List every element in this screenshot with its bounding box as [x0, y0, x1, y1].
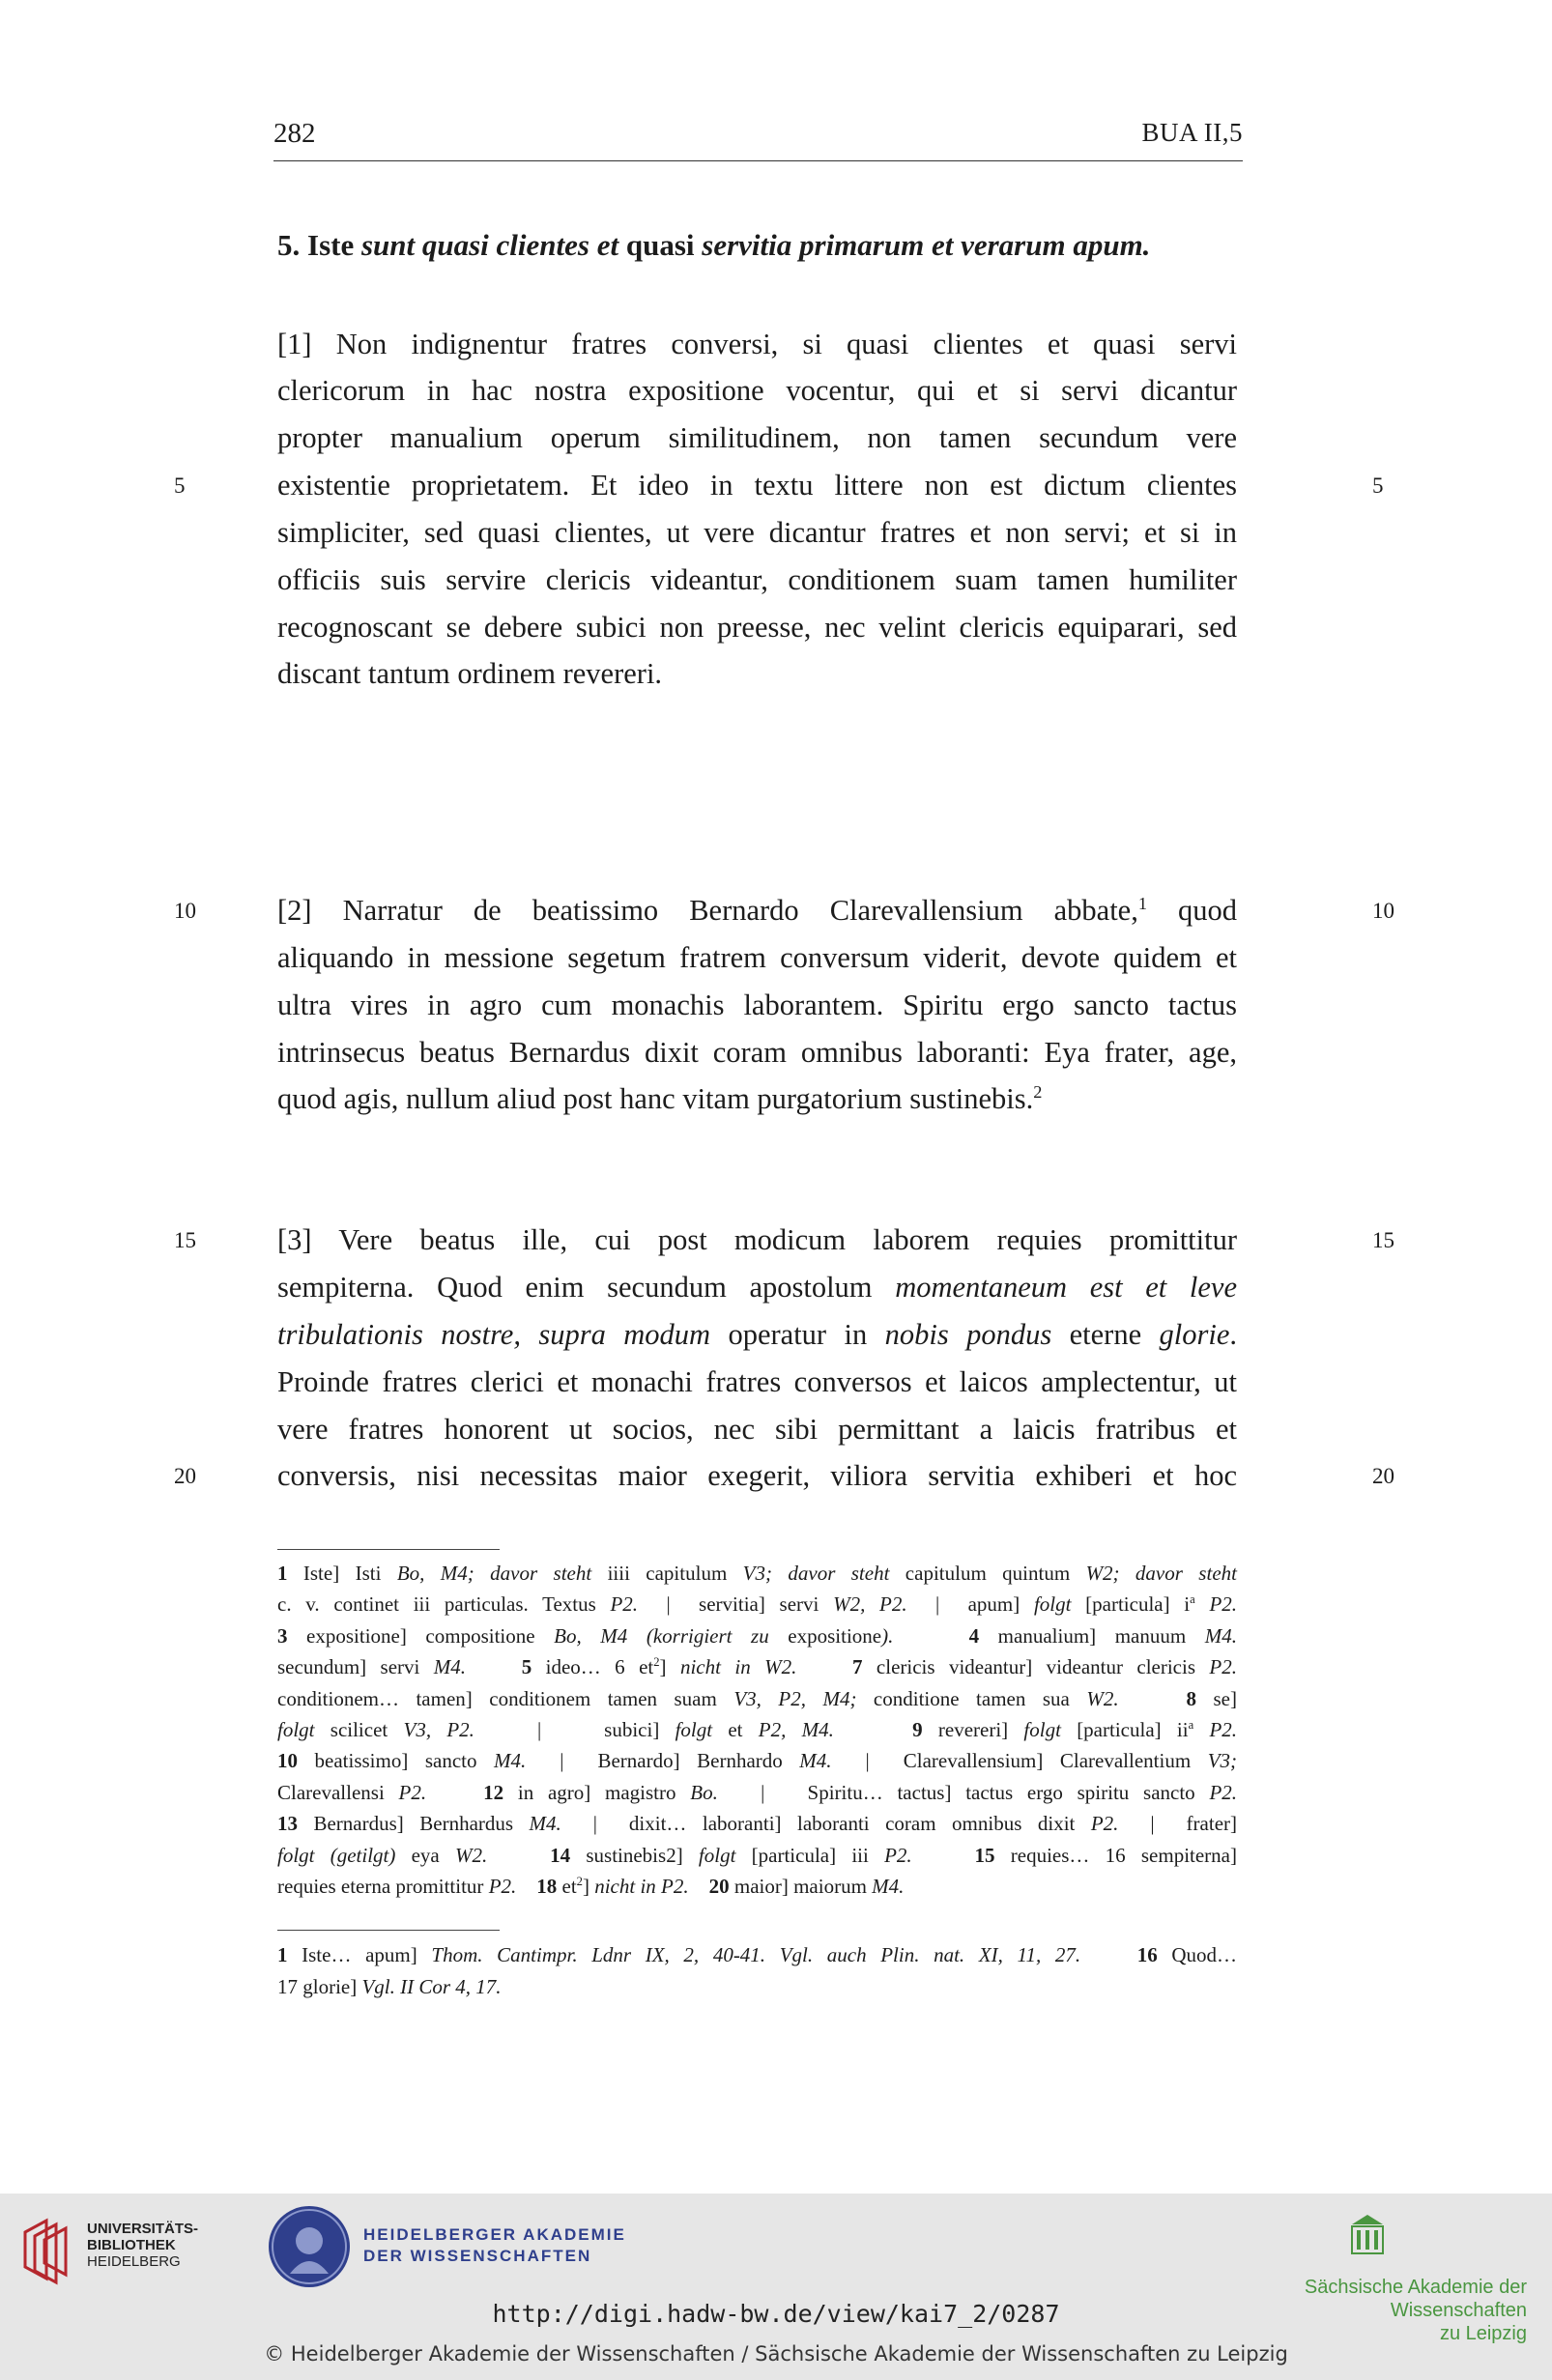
text-line: [1] Non indignentur fratres conversi, si quasi clientes et quasi servi	[277, 328, 1237, 360]
ub-line: BIBLIOTHEK	[87, 2237, 176, 2253]
chapter-title	[277, 228, 1244, 263]
text-line: officiis suis servire clericis videantur, conditionem suam tamen humiliter	[277, 563, 1237, 596]
text-run: .	[1229, 1318, 1237, 1351]
text-run: [2] Narratur de beatissimo Bernardo Clarevallensium abbate,	[277, 894, 1138, 927]
title-italic-c: servitia primarum et verarum apum.	[702, 228, 1151, 262]
text-line: simpliciter, sed quasi clientes, ut vere dicantur fratres et non servi; et si in	[277, 516, 1237, 549]
apparatus-line: requies eterna promittitur P2. 18 $et^2$] nicht in P2. 20 maior] maiorum M4.	[277, 1875, 905, 1898]
text-line: vere fratres honorent ut socios, nec sibi permittant a laicis fratribus et	[277, 1413, 1237, 1446]
apparatus-line: 1 Iste] Isti Bo, M4; davor steht iiii capitulum V3; davor steht capitulum quintum W2; davor steht	[277, 1562, 1237, 1585]
text-line: conversis, nisi necessitas maior exegerit, viliora servitia exhiberi et hoc	[277, 1459, 1237, 1492]
line-number-left: 20	[174, 1464, 196, 1488]
text-run: quod	[1146, 894, 1238, 927]
apparatus-line: 13 Bernardus] Bernhardus M4. | dixit… laboranti] laboranti coram omnibus dixit P2. | frater]	[277, 1812, 1237, 1835]
text-run: quod agis, nullum aliud post hanc vitam purgatorium sustinebis.	[277, 1082, 1034, 1115]
line-number-right: 15	[1372, 1228, 1394, 1252]
line-number-right: 20	[1372, 1464, 1394, 1488]
text-line: ultra vires in agro cum monachis laborantem. Spiritu ergo sancto tactus	[277, 989, 1237, 1021]
academy-seal-icon	[269, 2206, 350, 2287]
apparatus-line: 10 beatissimo] sancto M4. | Bernardo] Bernhardo M4. | Clarevallensium] Clarevallentium V3;	[277, 1749, 1238, 1772]
source-url-link[interactable]: http://digi.hadw-bw.de/view/kai7_2/0287	[492, 2300, 1060, 2328]
text-line	[277, 1079, 1237, 1118]
academy-wordmark	[363, 2224, 626, 2267]
text-line: recognoscant se debere subici non preesse, nec velint clericis equiparari, sed	[277, 611, 1237, 644]
footnote-ref: 1	[1137, 893, 1147, 913]
text-line: intrinsecus beatus Bernardus dixit coram omnibus laboranti: Eya frater, age,	[277, 1036, 1237, 1069]
academy-line: DER WISSENSCHAFTEN	[363, 2247, 592, 2265]
text-run: operatur in	[710, 1318, 885, 1351]
apparatus-rule	[277, 1549, 500, 1550]
apparatus-line: secundum] servi M4. 5 ideo… 6 $et^2$] nicht in W2. 7 clericis videantur] videantur clericis P2.	[277, 1655, 1237, 1678]
text-run: eterne	[1051, 1318, 1160, 1351]
saxon-academy-building-icon	[1348, 2211, 1387, 2257]
source-line: 1 Iste… apum] Thom. Cantimpr. Ldnr IX, 2, 40-41. Vgl. auch Plin. nat. XI, 11, 27. 16 Quod…	[277, 1943, 1237, 1966]
copyright-notice: © Heidelberger Akademie der Wissenschaften / Sächsische Akademie der Wissenschaften zu Leipzig	[264, 2342, 1288, 2366]
ub-emblem-icon	[17, 2213, 79, 2285]
title-number: 5. Iste	[277, 228, 361, 262]
saxon-line: zu Leipzig	[1439, 2323, 1527, 2344]
text-line: propter manualium operum similitudinem, non tamen secundum vere	[277, 421, 1237, 454]
apparatus-line: Clarevallensi P2. 12 in agro] magistro Bo. | Spiritu… tactus] tactus ergo spiritu sancto P2.	[277, 1781, 1238, 1804]
apparatus-line: 3 expositione] compositione Bo, M4 (korrigiert zu expositione). 4 manualium] manuum M4.	[277, 1624, 1237, 1648]
text-line: existentie proprietatem. Et ideo in textu littere non est dictum clientes	[277, 469, 1237, 502]
title-plain-b: quasi	[618, 228, 703, 262]
text-run-italic: glorie	[1159, 1318, 1230, 1351]
ub-wordmark	[87, 2221, 198, 2270]
text-run-italic: tribulationis nostre, supra modum	[277, 1318, 711, 1351]
text-line	[277, 1268, 1237, 1306]
line-number-left: 5	[174, 473, 186, 498]
sources-rule	[277, 1930, 500, 1931]
apparatus-line: conditionem… tamen] conditionem tamen suam V3, P2, M4; conditione tamen sua W2. 8 se]	[277, 1687, 1237, 1710]
title-italic-a: sunt quasi clientes et	[360, 228, 619, 262]
apparatus-line: c. v. continet iii particulas. Textus P2. | servitia] servi W2, P2. | apum] folgt [particula] $i^a$ P2.	[277, 1592, 1238, 1616]
line-number-left: 10	[174, 899, 196, 923]
text-run-italic: momentaneum est et leve	[895, 1271, 1237, 1304]
apparatus-line: folgt scilicet V3, P2. | subici] folgt et P2, M4. 9 revereri] folgt [particula] $ii^a$ P2.	[277, 1718, 1238, 1741]
text-line	[277, 1315, 1237, 1354]
page-header	[273, 114, 1243, 161]
running-title: BUA II,5	[1141, 118, 1243, 147]
text-line	[277, 891, 1237, 930]
line-number-left: 15	[174, 1228, 196, 1252]
text-line: [3] Vere beatus ille, cui post modicum laborem requies promittitur	[277, 1223, 1237, 1256]
academy-line: HEIDELBERGER AKADEMIE	[363, 2225, 626, 2244]
text-run: sempiterna. Quod enim secundum apostolum	[277, 1271, 896, 1304]
saxon-line: Sächsische Akademie der Wissenschaften	[1304, 2277, 1527, 2321]
apparatus-line: folgt (getilgt) eya W2. 14 sustinebis2] folgt [particula] iii P2. 15 requies… 16 sempiterna]	[277, 1844, 1237, 1867]
university-library-logo	[17, 2213, 199, 2285]
text-line: Proinde fratres clerici et monachi fratres conversos et laicos amplectentur, ut	[277, 1365, 1237, 1398]
page-number: 282	[273, 118, 316, 149]
text-run-italic: nobis pondus	[884, 1318, 1052, 1351]
line-number-right: 5	[1372, 473, 1384, 498]
line-number-right: 10	[1372, 899, 1394, 923]
ub-line: UNIVERSITÄTS-	[87, 2221, 199, 2237]
text-line: aliquando in messione segetum fratrem conversum viderit, devote quidem et	[277, 941, 1237, 974]
text-line: clericorum in hac nostra expositione vocentur, qui et si servi dicantur	[277, 374, 1237, 407]
footnote-ref: 2	[1033, 1081, 1043, 1102]
text-line: discant tantum ordinem revereri.	[277, 657, 663, 690]
source-line: 17 glorie] Vgl. II Cor 4, 17.	[277, 1975, 502, 1998]
ub-line: HEIDELBERG	[87, 2253, 181, 2270]
